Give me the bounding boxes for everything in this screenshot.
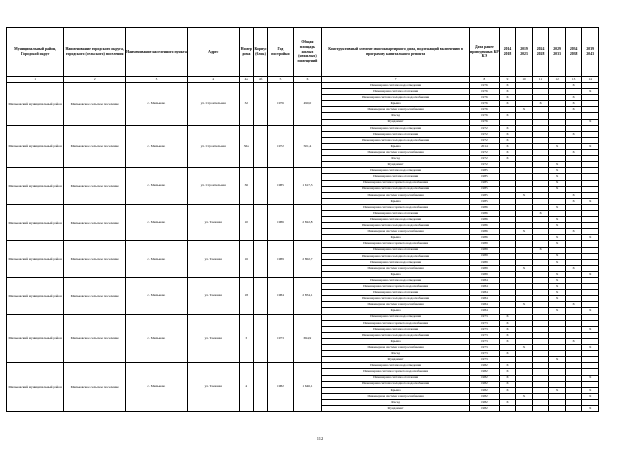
period-mark-cell: X: [582, 235, 599, 241]
last-repair-date-cell: 1976: [469, 119, 499, 125]
structural-element-cell: Инженерная система водоотведения: [322, 125, 470, 131]
last-repair-date-cell: 1984: [469, 290, 499, 296]
last-repair-date-cell: 1973: [469, 345, 499, 351]
house-number-cell: 36: [239, 168, 253, 205]
building-cell: [253, 83, 267, 126]
last-repair-date-cell: 1973: [469, 326, 499, 332]
table-body: [7, 83, 599, 412]
column-number: 11: [532, 77, 549, 83]
last-repair-date-cell: 1984: [469, 308, 499, 314]
district-cell: Мильковский муниципальный район: [7, 204, 64, 241]
last-repair-date-cell: 1989: [469, 241, 499, 247]
house-number-cell: 32: [239, 83, 253, 126]
structural-element-cell: Крыша: [322, 338, 470, 344]
column-number: 4: [187, 77, 239, 83]
locality-cell: с. Мильково: [126, 278, 188, 315]
period-mark-cell: X: [516, 265, 533, 271]
structural-element-cell: Инженерная система горячего водоснабжения: [322, 180, 470, 186]
structural-element-cell: Фундамент: [322, 119, 470, 125]
period-mark-cell: X: [499, 314, 516, 320]
period-mark-cell: X: [499, 351, 516, 357]
structural-element-cell: Инженерная система отопления: [322, 210, 470, 216]
last-repair-date-cell: 1982: [469, 375, 499, 381]
structural-element-cell: Крыша: [322, 101, 470, 107]
area-cell: 501,4: [293, 125, 322, 168]
header-year-built: Год постройки: [268, 28, 293, 77]
period-mark-cell: X: [499, 137, 516, 143]
area-cell: 694,9: [293, 314, 322, 363]
period-mark-cell: X: [565, 150, 582, 156]
structural-element-cell: Инженерная система водоотведения: [322, 363, 470, 369]
period-mark-cell: X: [516, 345, 533, 351]
header-area: Общая площадь жилых (нежилых) помещений: [293, 28, 322, 77]
area-cell: 1 646,1: [293, 363, 322, 412]
district-cell: Мильковский муниципальный район: [7, 241, 64, 278]
district-cell: Мильковский муниципальный район: [7, 168, 64, 205]
last-repair-date-cell: 1982: [469, 393, 499, 399]
period-mark-cell: X: [582, 143, 599, 149]
structural-element-cell: Инженерная система электроснабжения: [322, 345, 470, 351]
address-cell: ул. Таежная: [187, 363, 239, 412]
header-period-2014-2018: 2014 2018: [499, 28, 516, 77]
last-repair-date-cell: 1973: [469, 351, 499, 357]
period-mark-cell: X: [565, 229, 582, 235]
year-built-cell: 1972: [268, 125, 293, 168]
period-mark-cell: X: [499, 89, 516, 95]
structural-element-cell: Инженерная система холодного водоснабжения: [322, 95, 470, 101]
header-period-2024-2028: 2024 2028: [532, 28, 549, 77]
period-mark-cell: X: [549, 241, 566, 247]
locality-cell: с. Мильково: [126, 125, 188, 168]
structural-element-cell: Инженерная система электроснабжения: [322, 229, 470, 235]
header-building: Корпус (блок): [253, 28, 267, 77]
structural-element-cell: Инженерная система электроснабжения: [322, 150, 470, 156]
structural-element-cell: Инженерная система холодного водоснабжения: [322, 186, 470, 192]
period-mark-cell: X: [565, 198, 582, 204]
period-mark-cell: X: [565, 338, 582, 344]
period-mark-cell: X: [582, 393, 599, 399]
structural-element-cell: Инженерная система холодного водоснабжения: [322, 223, 470, 229]
last-repair-date-cell: 1982: [469, 387, 499, 393]
period-mark-cell: X: [532, 210, 549, 216]
period-mark-cell: X: [499, 143, 516, 149]
period-mark-cell: X: [516, 393, 533, 399]
header-period-2039-2043: 2039 2043: [582, 28, 599, 77]
period-mark-cell: X: [499, 369, 516, 375]
column-number: 3: [126, 77, 188, 83]
area-cell: 2 802,7: [293, 241, 322, 278]
period-mark-cell: X: [499, 320, 516, 326]
last-repair-date-cell: 1973: [469, 314, 499, 320]
structural-element-cell: Инженерная система водоотведения: [322, 217, 470, 223]
last-repair-date-cell: 1984: [469, 284, 499, 290]
last-repair-date-cell: 1984: [469, 278, 499, 284]
period-mark-cell: X: [499, 375, 516, 381]
settlement-cell: Мильковское сельское поселение: [64, 168, 126, 205]
structural-element-cell: Инженерная система холодного водоснабжения: [322, 253, 470, 259]
period-mark-cell: X: [516, 107, 533, 113]
column-number: 9: [499, 77, 516, 83]
period-mark-cell: X: [499, 326, 516, 332]
period-mark-cell: X: [549, 259, 566, 265]
area-cell: 1 617,3: [293, 168, 322, 205]
last-repair-date-cell: 1989: [469, 265, 499, 271]
period-mark-cell: X: [499, 363, 516, 369]
period-mark-cell: X: [499, 156, 516, 162]
last-repair-date-cell: 1986: [469, 204, 499, 210]
period-mark-cell: X: [499, 95, 516, 101]
period-mark-cell: X: [499, 338, 516, 344]
header-period-2034-2038: 2034 2038: [565, 28, 582, 77]
locality-cell: с. Мильково: [126, 83, 188, 126]
last-repair-date-cell: 1973: [469, 332, 499, 338]
last-repair-date-cell: 1989: [469, 253, 499, 259]
structural-element-cell: Фасад: [322, 399, 470, 405]
settlement-cell: Мильковское сельское поселение: [64, 314, 126, 363]
period-mark-cell: X: [582, 119, 599, 125]
last-repair-date-cell: 1972: [469, 125, 499, 131]
period-mark-cell: X: [549, 290, 566, 296]
structural-element-cell: Инженерная система холодного водоснабжения: [322, 332, 470, 338]
area-cell: 2 854,1: [293, 278, 322, 315]
building-cell: [253, 125, 267, 168]
structural-element-cell: Инженерная система холодного водоснабжения: [322, 137, 470, 143]
last-repair-date-cell: 1976: [469, 89, 499, 95]
period-mark-cell: X: [549, 284, 566, 290]
period-mark-cell: X: [499, 131, 516, 137]
last-repair-date-cell: 1989: [469, 259, 499, 265]
year-built-cell: 1973: [268, 314, 293, 363]
header-structural-element: Конструктивный элемент многоквартирного дома, подлежащий включению в программу капитального ремонта: [322, 28, 470, 77]
settlement-cell: Мильковское сельское поселение: [64, 125, 126, 168]
column-number: 13: [565, 77, 582, 83]
address-cell: ул. Строительная: [187, 168, 239, 205]
building-cell: [253, 168, 267, 205]
address-cell: ул. Таежная: [187, 204, 239, 241]
district-cell: Мильковский муниципальный район: [7, 278, 64, 315]
address-cell: ул. Таежная: [187, 314, 239, 363]
last-repair-date-cell: 1973: [469, 320, 499, 326]
period-mark-cell: X: [565, 95, 582, 101]
house-number-cell: 36а: [239, 125, 253, 168]
period-mark-cell: [565, 405, 582, 411]
period-mark-cell: X: [565, 131, 582, 137]
period-mark-cell: X: [582, 405, 599, 411]
header-address: Адрес: [187, 28, 239, 77]
last-repair-date-cell: 1976: [469, 101, 499, 107]
structural-element-cell: Инженерная система отопления: [322, 131, 470, 137]
period-mark-cell: X: [549, 296, 566, 302]
column-number: 10: [516, 77, 533, 83]
header-settlement: Наименование городского округа, городского (сельского) поселения: [64, 28, 126, 77]
last-repair-date-cell: 1989: [469, 247, 499, 253]
house-number-cell: 4: [239, 363, 253, 412]
period-mark-cell: X: [549, 271, 566, 277]
structural-element-cell: Инженерная система электроснабжения: [322, 302, 470, 308]
structural-element-cell: Крыша: [322, 271, 470, 277]
column-number: 12: [549, 77, 566, 83]
period-mark-cell: X: [499, 381, 516, 387]
district-cell: Мильковский муниципальный район: [7, 125, 64, 168]
structural-element-cell: Фасад: [322, 113, 470, 119]
period-mark-cell: X: [516, 302, 533, 308]
period-mark-cell: X: [549, 235, 566, 241]
building-cell: [253, 204, 267, 241]
address-cell: ул. Таежная: [187, 241, 239, 278]
period-mark-cell: X: [499, 113, 516, 119]
house-number-cell: 16: [239, 241, 253, 278]
last-repair-date-cell: 1986: [469, 217, 499, 223]
building-cell: [253, 278, 267, 315]
last-repair-date-cell: 1972: [469, 131, 499, 137]
last-repair-date-cell: 1976: [469, 107, 499, 113]
structural-element-cell: Инженерная система отопления: [322, 326, 470, 332]
period-mark-cell: X: [516, 229, 533, 235]
structural-element-cell: Фасад: [322, 156, 470, 162]
last-repair-date-cell: 1982: [469, 405, 499, 411]
period-mark-cell: X: [549, 357, 566, 363]
last-repair-date-cell: 1985: [469, 192, 499, 198]
district-cell: Мильковский муниципальный район: [7, 314, 64, 363]
period-mark-cell: X: [565, 107, 582, 113]
year-built-cell: 1989: [268, 241, 293, 278]
period-mark-cell: [532, 405, 549, 411]
last-repair-date-cell: 1985: [469, 168, 499, 174]
period-mark-cell: X: [549, 217, 566, 223]
page-number: 112: [316, 436, 324, 441]
header-locality: Наименование населенного пункта: [126, 28, 188, 77]
structural-element-cell: Инженерная система водоотведения: [322, 259, 470, 265]
structural-element-cell: Инженерная система водоотведения: [322, 83, 470, 89]
structural-element-cell: Инженерная система горячего водоснабжения: [322, 204, 470, 210]
house-number-cell: 18: [239, 278, 253, 315]
period-mark-cell: X: [549, 162, 566, 168]
structural-element-cell: Инженерная система горячего водоснабжения: [322, 320, 470, 326]
last-repair-date-cell: 1982: [469, 369, 499, 375]
last-repair-date-cell: 1985: [469, 186, 499, 192]
structural-element-cell: Инженерная система отопления: [322, 89, 470, 95]
structural-element-cell: Крыша: [322, 308, 470, 314]
column-number: 1: [7, 77, 64, 83]
period-mark-cell: X: [549, 180, 566, 186]
year-built-cell: 1984: [268, 278, 293, 315]
last-repair-date-cell: 1973: [469, 357, 499, 363]
structural-element-cell: Инженерная система отопления: [322, 375, 470, 381]
period-mark-cell: [499, 405, 516, 411]
column-number: 7: [322, 77, 470, 83]
period-mark-cell: X: [549, 223, 566, 229]
address-cell: ул. Строительная: [187, 83, 239, 126]
locality-cell: с. Мильково: [126, 363, 188, 412]
period-mark-cell: X: [582, 89, 599, 95]
house-number-cell: 10: [239, 204, 253, 241]
last-repair-date-cell: 1986: [469, 223, 499, 229]
header-last-repair-date: Дата ранее проведенных КР КЭ: [469, 28, 499, 77]
period-mark-cell: X: [549, 168, 566, 174]
last-repair-date-cell: 1973: [469, 338, 499, 344]
settlement-cell: Мильковское сельское поселение: [64, 278, 126, 315]
structural-element-cell: Инженерная система водоотведения: [322, 168, 470, 174]
column-number: 14: [582, 77, 599, 83]
structural-element-cell: Крыша: [322, 235, 470, 241]
year-built-cell: 1976: [268, 83, 293, 126]
column-number: 8: [469, 77, 499, 83]
structural-element-cell: Фундамент: [322, 162, 470, 168]
period-mark-cell: X: [499, 125, 516, 131]
period-mark-cell: X: [582, 326, 599, 332]
locality-cell: с. Мильково: [126, 314, 188, 363]
last-repair-date-cell: 1982: [469, 381, 499, 387]
header-period-2029-2033: 2029 2033: [549, 28, 566, 77]
period-mark-cell: X: [565, 83, 582, 89]
structural-element-cell: Инженерная система холодного водоснабжения: [322, 296, 470, 302]
year-built-cell: 1986: [268, 204, 293, 241]
period-mark-cell: X: [582, 375, 599, 381]
area-cell: 490,0: [293, 83, 322, 126]
structural-element-cell: Инженерная система отопления: [322, 247, 470, 253]
settlement-cell: Мильковское сельское поселение: [64, 241, 126, 278]
column-number: 6: [293, 77, 322, 83]
period-mark-cell: X: [499, 332, 516, 338]
structural-element-cell: Инженерная система горячего водоснабжения: [322, 241, 470, 247]
district-cell: Мильковский муниципальный район: [7, 363, 64, 412]
address-cell: ул. Строительная: [187, 125, 239, 168]
last-repair-date-cell: 1985: [469, 198, 499, 204]
period-mark-cell: X: [582, 345, 599, 351]
last-repair-date-cell: 1972: [469, 156, 499, 162]
last-repair-date-cell: 1982: [469, 363, 499, 369]
period-mark-cell: X: [549, 204, 566, 210]
last-repair-date-cell: 1986: [469, 235, 499, 241]
area-cell: 2 822,8: [293, 204, 322, 241]
period-mark-cell: X: [565, 265, 582, 271]
structural-element-cell: Крыша: [322, 143, 470, 149]
last-repair-date-cell: 2014: [469, 143, 499, 149]
period-mark-cell: X: [532, 247, 549, 253]
period-mark-cell: [516, 405, 533, 411]
address-cell: ул. Таежная: [187, 278, 239, 315]
column-number: 5: [268, 77, 293, 83]
capital-repair-register-table: [6, 27, 599, 412]
period-mark-cell: X: [499, 101, 516, 107]
column-number: 4а: [239, 77, 253, 83]
building-cell: [253, 314, 267, 363]
last-repair-date-cell: 1989: [469, 271, 499, 277]
settlement-cell: Мильковское сельское поселение: [64, 83, 126, 126]
settlement-cell: Мильковское сельское поселение: [64, 204, 126, 241]
structural-element-cell: Инженерная система водоотведения: [322, 314, 470, 320]
period-mark-cell: X: [582, 271, 599, 277]
period-mark-cell: X: [565, 192, 582, 198]
column-number: 4б: [253, 77, 267, 83]
header-period-2019-2023: 2019 2023: [516, 28, 533, 77]
period-mark-cell: X: [582, 308, 599, 314]
structural-element-cell: Инженерная система электроснабжения: [322, 192, 470, 198]
house-number-cell: 3: [239, 314, 253, 363]
period-mark-cell: [549, 405, 566, 411]
structural-element-cell: Фундамент: [322, 357, 470, 363]
period-mark-cell: X: [499, 150, 516, 156]
period-mark-cell: X: [499, 387, 516, 393]
district-cell: Мильковский муниципальный район: [7, 83, 64, 126]
structural-element-cell: Инженерная система отопления: [322, 290, 470, 296]
last-repair-date-cell: 1985: [469, 174, 499, 180]
period-mark-cell: X: [549, 143, 566, 149]
last-repair-date-cell: 1976: [469, 95, 499, 101]
period-mark-cell: X: [499, 399, 516, 405]
settlement-cell: Мильковское сельское поселение: [64, 363, 126, 412]
period-mark-cell: X: [549, 253, 566, 259]
last-repair-date-cell: 1985: [469, 180, 499, 186]
locality-cell: с. Мильково: [126, 241, 188, 278]
last-repair-date-cell: 1972: [469, 150, 499, 156]
structural-element-cell: Инженерная система электроснабжения: [322, 107, 470, 113]
last-repair-date-cell: 1986: [469, 210, 499, 216]
building-cell: [253, 241, 267, 278]
period-mark-cell: X: [582, 198, 599, 204]
period-mark-cell: X: [549, 308, 566, 314]
period-mark-cell: X: [549, 174, 566, 180]
structural-element-cell: Крыша: [322, 387, 470, 393]
building-cell: [253, 363, 267, 412]
period-mark-cell: X: [565, 101, 582, 107]
period-mark-cell: X: [549, 387, 566, 393]
last-repair-date-cell: 1976: [469, 113, 499, 119]
period-mark-cell: X: [532, 101, 549, 107]
year-built-cell: 1985: [268, 168, 293, 205]
period-mark-cell: X: [499, 83, 516, 89]
last-repair-date-cell: 1986: [469, 229, 499, 235]
period-mark-cell: X: [516, 192, 533, 198]
structural-element-cell: Инженерная система горячего водоснабжения: [322, 369, 470, 375]
structural-element-cell: Инженерная система электроснабжения: [322, 393, 470, 399]
period-mark-cell: X: [549, 186, 566, 192]
structural-element-cell: Инженерная система отопления: [322, 174, 470, 180]
last-repair-date-cell: 1984: [469, 296, 499, 302]
structural-element-cell: Инженерная система горячего водоснабжения: [322, 284, 470, 290]
last-repair-date-cell: 1972: [469, 162, 499, 168]
header-house-number: Номер дома: [239, 28, 253, 77]
last-repair-date-cell: 1984: [469, 302, 499, 308]
locality-cell: с. Мильково: [126, 204, 188, 241]
year-built-cell: 1982: [268, 363, 293, 412]
period-mark-cell: X: [565, 302, 582, 308]
structural-element-cell: Инженерная система холодного водоснабжения: [322, 381, 470, 387]
last-repair-date-cell: 1976: [469, 83, 499, 89]
locality-cell: с. Мильково: [126, 168, 188, 205]
last-repair-date-cell: 1972: [469, 137, 499, 143]
structural-element-cell: Инженерная система водоотведения: [322, 278, 470, 284]
period-mark-cell: X: [549, 278, 566, 284]
structural-element-cell: Фундамент: [322, 405, 470, 411]
structural-element-cell: Инженерная система электроснабжения: [322, 265, 470, 271]
table-header-row: [7, 28, 599, 77]
last-repair-date-cell: 1982: [469, 399, 499, 405]
header-district: Муниципальный район, Городской округ: [7, 28, 64, 77]
structural-element-cell: Крыша: [322, 198, 470, 204]
column-number: 2: [64, 77, 126, 83]
structural-element-cell: Фасад: [322, 351, 470, 357]
period-mark-cell: X: [582, 387, 599, 393]
